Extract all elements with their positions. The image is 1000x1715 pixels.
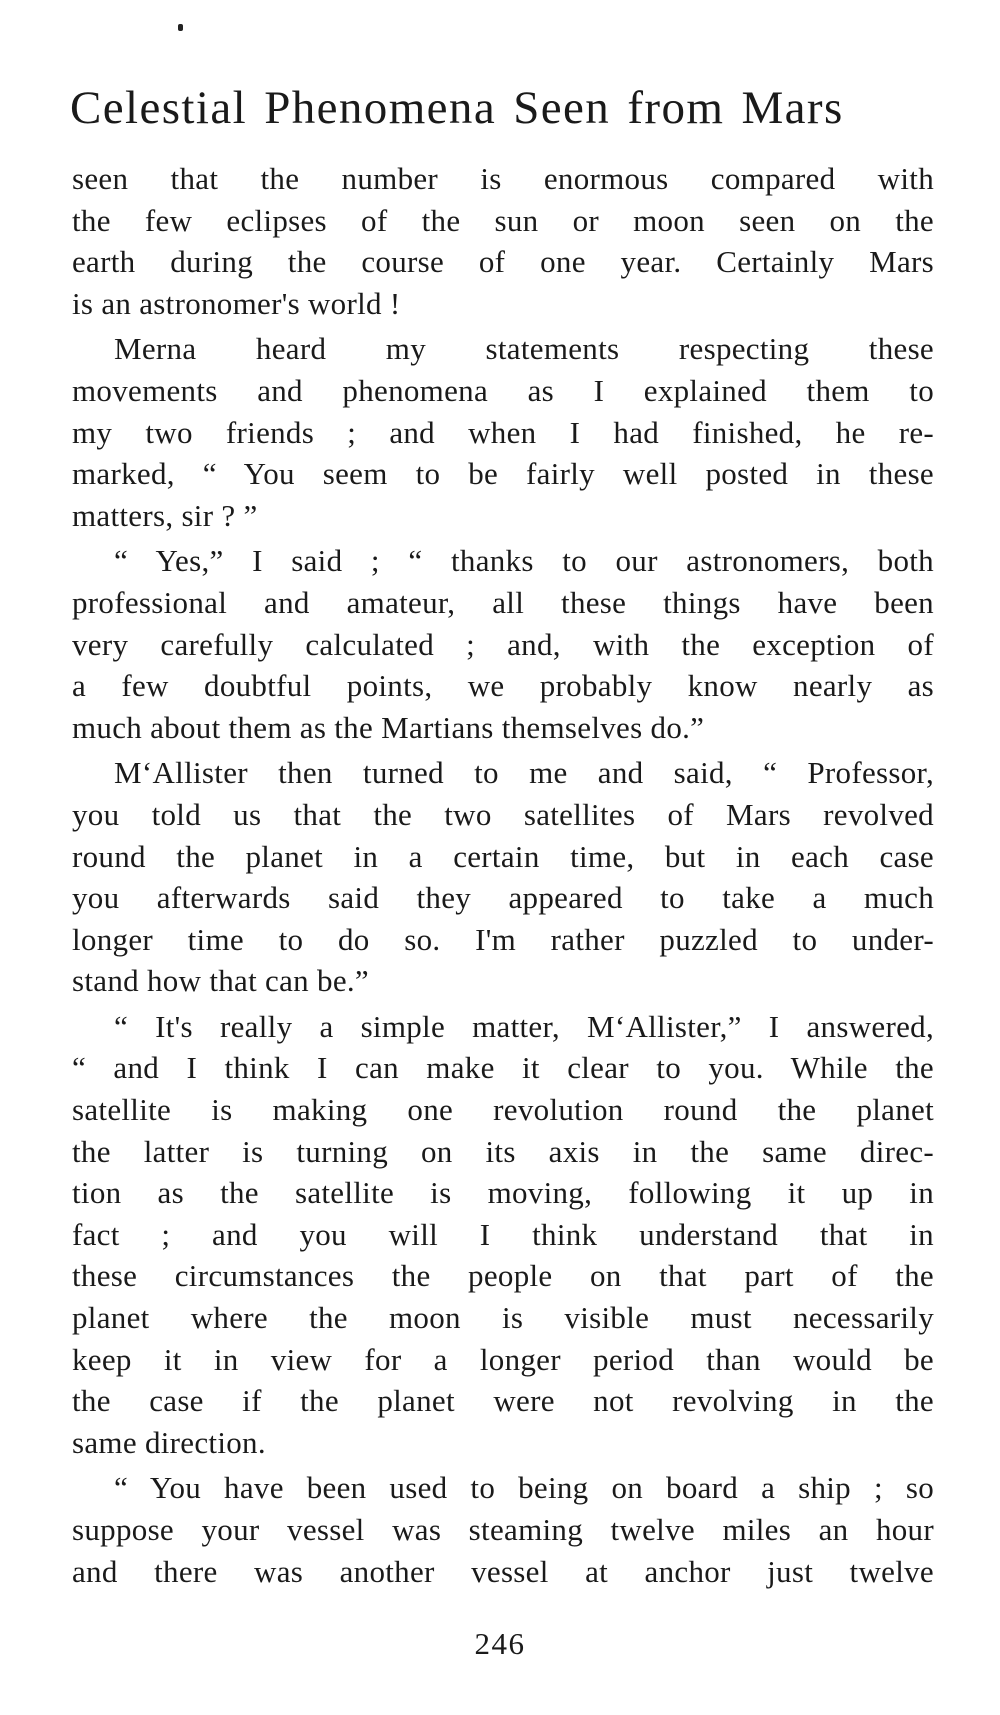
text-line: longer time to do so. I'm rather puzzled to under- bbox=[72, 921, 934, 957]
paragraph bbox=[72, 1467, 934, 1592]
running-head: Celestial Phenomena Seen from Mars bbox=[70, 82, 844, 134]
text-line: the few eclipses of the sun or moon seen on the bbox=[72, 202, 934, 238]
text-line: these circumstances the people on that part of the bbox=[72, 1258, 934, 1294]
text-line: marked, “ You seem to be fairly well posted in these bbox=[72, 456, 934, 492]
text-line: suppose your vessel was steaming twelve miles an hour bbox=[72, 1512, 934, 1547]
paragraph bbox=[72, 158, 934, 324]
text-line: seen that the number is enormous compared with bbox=[72, 161, 934, 196]
text-line: keep it in view for a longer period than would be bbox=[72, 1341, 934, 1377]
text-line: and there was another vessel at anchor just twelve bbox=[72, 1553, 934, 1589]
text-line: a few doubtful points, we probably know nearly as bbox=[72, 668, 934, 704]
text-line: “ It's really a simple matter, M‘Allister,” I answered, bbox=[114, 1008, 934, 1044]
text-line: is an astronomer's world ! bbox=[72, 285, 401, 321]
text-line: much about them as the Martians themselves do.” bbox=[72, 709, 705, 745]
text-line: earth during the course of one year. Certainly Mars bbox=[72, 244, 934, 280]
paragraph bbox=[72, 1006, 934, 1464]
text-line: professional and amateur, all these things have been bbox=[72, 584, 934, 620]
text-line: planet where the moon is visible must necessarily bbox=[72, 1300, 934, 1336]
text-line: the case if the planet were not revolving in the bbox=[72, 1383, 934, 1419]
text-line: “ Yes,” I said ; “ thanks to our astronomers, both bbox=[114, 543, 934, 579]
text-line: satellite is making one revolution round the planet bbox=[72, 1092, 934, 1128]
text-line: M‘Allister then turned to me and said, “ Professor, bbox=[114, 755, 934, 791]
text-line: movements and phenomena as I explained them to bbox=[72, 372, 934, 408]
text-line: the latter is turning on its axis in the same direc- bbox=[72, 1133, 934, 1169]
text-line: Merna heard my statements respecting these bbox=[114, 331, 934, 367]
text-line: round the planet in a certain time, but in each case bbox=[72, 838, 934, 874]
print-speck bbox=[178, 24, 183, 31]
text-line: very carefully calculated ; and, with the exception of bbox=[72, 626, 934, 662]
text-line: my two friends ; and when I had finished, he re- bbox=[72, 414, 934, 450]
paragraph bbox=[72, 752, 934, 1002]
text-line: tion as the satellite is moving, following it up in bbox=[72, 1175, 934, 1211]
text-line: you told us that the two satellites of Mars revolved bbox=[72, 796, 934, 832]
body-text bbox=[72, 158, 934, 1592]
text-line: “ You have been used to being on board a ship ; so bbox=[114, 1470, 934, 1506]
text-line: you afterwards said they appeared to take a much bbox=[72, 880, 934, 916]
paragraph bbox=[72, 328, 934, 536]
text-line: same direction. bbox=[72, 1424, 266, 1460]
text-line: stand how that can be.” bbox=[72, 963, 369, 999]
text-line: fact ; and you will I think understand that in bbox=[72, 1216, 934, 1252]
page-number: 246 bbox=[474, 1626, 526, 1661]
text-line: “ and I think I can make it clear to you. While the bbox=[72, 1050, 934, 1086]
text-line: matters, sir ? ” bbox=[72, 497, 258, 533]
paragraph bbox=[72, 540, 934, 748]
